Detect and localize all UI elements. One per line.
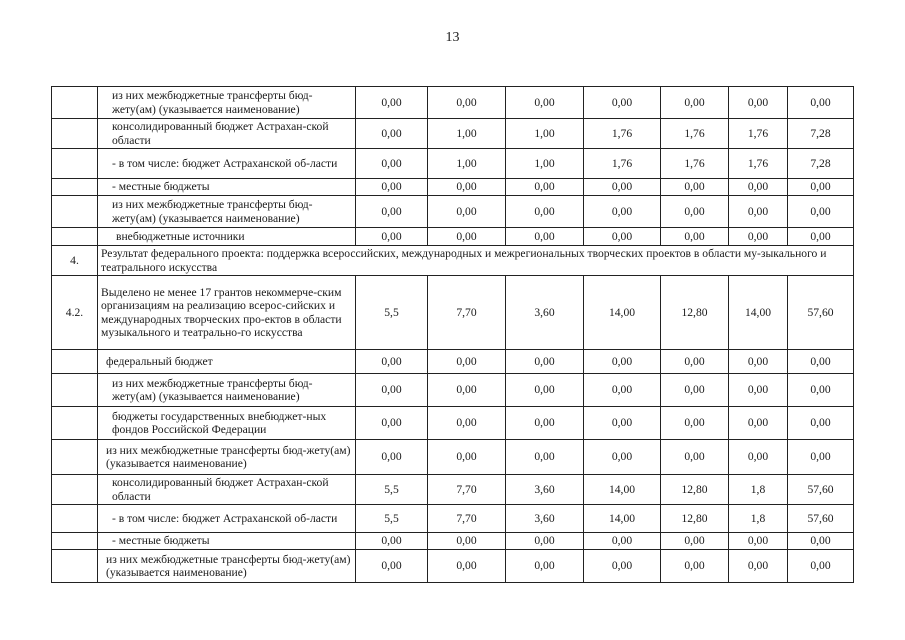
row-label: Выделено не менее 17 грантов некоммерче-ским организациям на реализацию всерос-сийских и международных творческих про-ектов в области музыкального и театрально-го искусства	[98, 276, 356, 350]
value-cell: 0,00	[661, 533, 729, 550]
value-cell: 0,00	[356, 87, 428, 119]
value-cell: 0,00	[506, 550, 584, 583]
value-cell: 0,00	[428, 440, 506, 475]
value-cell: 0,00	[506, 87, 584, 119]
row-index	[52, 119, 98, 149]
value-cell: 0,00	[661, 407, 729, 440]
table-row	[52, 276, 854, 350]
value-cell: 0,00	[506, 407, 584, 440]
value-cell: 0,00	[428, 87, 506, 119]
value-cell: 1,76	[729, 119, 788, 149]
table-row	[52, 374, 854, 407]
table-row	[52, 440, 854, 475]
row-index	[52, 179, 98, 196]
row-index	[52, 550, 98, 583]
row-index	[52, 505, 98, 533]
value-cell: 0,00	[788, 228, 854, 246]
value-cell: 0,00	[729, 440, 788, 475]
value-cell: 14,00	[729, 276, 788, 350]
value-cell: 0,00	[428, 407, 506, 440]
value-cell: 1,76	[584, 149, 661, 179]
value-cell: 5,5	[356, 505, 428, 533]
value-cell: 3,60	[506, 475, 584, 505]
row-label: из них межбюджетные трансферты бюд-жету(ам) (указывается наименование)	[98, 374, 356, 407]
table-row	[52, 475, 854, 505]
value-cell: 0,00	[428, 196, 506, 228]
value-cell: 0,00	[428, 228, 506, 246]
table-row	[52, 550, 854, 583]
value-cell: 0,00	[356, 407, 428, 440]
table-row	[52, 407, 854, 440]
row-index	[52, 350, 98, 374]
row-label: - местные бюджеты	[98, 533, 356, 550]
value-cell: 0,00	[584, 407, 661, 440]
section-header-row	[52, 246, 854, 276]
value-cell: 0,00	[729, 407, 788, 440]
value-cell: 0,00	[428, 374, 506, 407]
row-label: из них межбюджетные трансферты бюд-жету(ам) (указывается наименование)	[98, 550, 356, 583]
value-cell: 0,00	[356, 179, 428, 196]
value-cell: 0,00	[356, 196, 428, 228]
row-label: консолидированный бюджет Астрахан-ской области	[98, 119, 356, 149]
value-cell: 57,60	[788, 276, 854, 350]
value-cell: 0,00	[788, 350, 854, 374]
value-cell: 1,76	[729, 149, 788, 179]
page-number: 13	[445, 30, 460, 45]
row-label: федеральный бюджет	[98, 350, 356, 374]
row-index	[52, 475, 98, 505]
row-index	[52, 533, 98, 550]
row-label: - местные бюджеты	[98, 179, 356, 196]
value-cell: 1,76	[661, 149, 729, 179]
value-cell: 0,00	[428, 550, 506, 583]
row-index	[52, 228, 98, 246]
value-cell: 0,00	[788, 179, 854, 196]
value-cell: 0,00	[506, 179, 584, 196]
value-cell: 0,00	[506, 196, 584, 228]
value-cell: 0,00	[661, 374, 729, 407]
value-cell: 0,00	[661, 179, 729, 196]
value-cell: 0,00	[729, 228, 788, 246]
value-cell: 7,70	[428, 276, 506, 350]
value-cell: 0,00	[584, 350, 661, 374]
value-cell: 5,5	[356, 276, 428, 350]
value-cell: 0,00	[788, 407, 854, 440]
value-cell: 0,00	[729, 550, 788, 583]
value-cell: 0,00	[356, 119, 428, 149]
row-label: бюджеты государственных внебюджет-ных фондов Российской Федерации	[98, 407, 356, 440]
table-row	[52, 179, 854, 196]
row-label: из них межбюджетные трансферты бюд-жету(ам) (указывается наименование)	[98, 440, 356, 475]
value-cell: 0,00	[584, 228, 661, 246]
value-cell: 0,00	[428, 179, 506, 196]
value-cell: 3,60	[506, 276, 584, 350]
value-cell: 0,00	[661, 87, 729, 119]
value-cell: 0,00	[788, 533, 854, 550]
value-cell: 7,70	[428, 475, 506, 505]
value-cell: 1,8	[729, 475, 788, 505]
value-cell: 0,00	[356, 533, 428, 550]
value-cell: 14,00	[584, 505, 661, 533]
value-cell: 1,00	[506, 149, 584, 179]
value-cell: 0,00	[356, 440, 428, 475]
value-cell: 1,00	[506, 119, 584, 149]
row-label: из них межбюджетные трансферты бюд-жету(ам) (указывается наименование)	[98, 87, 356, 119]
value-cell: 0,00	[356, 149, 428, 179]
row-label: консолидированный бюджет Астрахан-ской области	[98, 475, 356, 505]
value-cell: 12,80	[661, 475, 729, 505]
value-cell: 0,00	[356, 374, 428, 407]
value-cell: 5,5	[356, 475, 428, 505]
value-cell: 0,00	[788, 374, 854, 407]
value-cell: 0,00	[661, 350, 729, 374]
row-index: 4.	[52, 246, 98, 276]
value-cell: 12,80	[661, 276, 729, 350]
row-label: - в том числе: бюджет Астраханской об-ласти	[98, 149, 356, 179]
budget-table	[51, 86, 854, 583]
value-cell: 7,28	[788, 149, 854, 179]
table-row	[52, 350, 854, 374]
value-cell: 57,60	[788, 475, 854, 505]
value-cell: 1,8	[729, 505, 788, 533]
value-cell: 14,00	[584, 276, 661, 350]
value-cell: 1,00	[428, 149, 506, 179]
value-cell: 0,00	[661, 550, 729, 583]
value-cell: 0,00	[584, 179, 661, 196]
value-cell: 0,00	[584, 440, 661, 475]
value-cell: 0,00	[729, 350, 788, 374]
value-cell: 3,60	[506, 505, 584, 533]
table-row	[52, 196, 854, 228]
row-label: - в том числе: бюджет Астраханской об-ласти	[98, 505, 356, 533]
value-cell: 0,00	[661, 440, 729, 475]
value-cell: 0,00	[506, 228, 584, 246]
value-cell: 0,00	[584, 550, 661, 583]
value-cell: 0,00	[506, 350, 584, 374]
row-index	[52, 149, 98, 179]
value-cell: 0,00	[584, 196, 661, 228]
value-cell: 0,00	[788, 87, 854, 119]
row-index	[52, 440, 98, 475]
row-index	[52, 87, 98, 119]
value-cell: 0,00	[729, 374, 788, 407]
row-label: внебюджетные источники	[98, 228, 356, 246]
value-cell: 0,00	[584, 374, 661, 407]
table-row	[52, 119, 854, 149]
value-cell: 12,80	[661, 505, 729, 533]
value-cell: 7,28	[788, 119, 854, 149]
value-cell: 1,00	[428, 119, 506, 149]
value-cell: 0,00	[788, 196, 854, 228]
value-cell: 14,00	[584, 475, 661, 505]
value-cell: 0,00	[356, 228, 428, 246]
row-index	[52, 407, 98, 440]
row-index: 4.2.	[52, 276, 98, 350]
value-cell: 0,00	[729, 533, 788, 550]
value-cell: 1,76	[661, 119, 729, 149]
value-cell: 1,76	[584, 119, 661, 149]
value-cell: 0,00	[506, 440, 584, 475]
row-index	[52, 196, 98, 228]
section-title: Результат федерального проекта: поддержка всероссийских, международных и межрегиональных творческих проектов в области му-зыкального и театрального искусства	[98, 246, 854, 276]
value-cell: 0,00	[584, 533, 661, 550]
table-row	[52, 228, 854, 246]
value-cell: 0,00	[428, 350, 506, 374]
value-cell: 0,00	[356, 550, 428, 583]
value-cell: 0,00	[729, 179, 788, 196]
row-label: из них межбюджетные трансферты бюд-жету(ам) (указывается наименование)	[98, 196, 356, 228]
value-cell: 0,00	[729, 196, 788, 228]
value-cell: 0,00	[661, 228, 729, 246]
value-cell: 7,70	[428, 505, 506, 533]
value-cell: 0,00	[428, 533, 506, 550]
row-index	[52, 374, 98, 407]
value-cell: 0,00	[729, 87, 788, 119]
value-cell: 0,00	[506, 533, 584, 550]
table-row	[52, 149, 854, 179]
table-row	[52, 533, 854, 550]
value-cell: 0,00	[506, 374, 584, 407]
value-cell: 57,60	[788, 505, 854, 533]
table-row	[52, 505, 854, 533]
value-cell: 0,00	[661, 196, 729, 228]
value-cell: 0,00	[788, 440, 854, 475]
value-cell: 0,00	[584, 87, 661, 119]
table-row	[52, 87, 854, 119]
value-cell: 0,00	[788, 550, 854, 583]
value-cell: 0,00	[356, 350, 428, 374]
